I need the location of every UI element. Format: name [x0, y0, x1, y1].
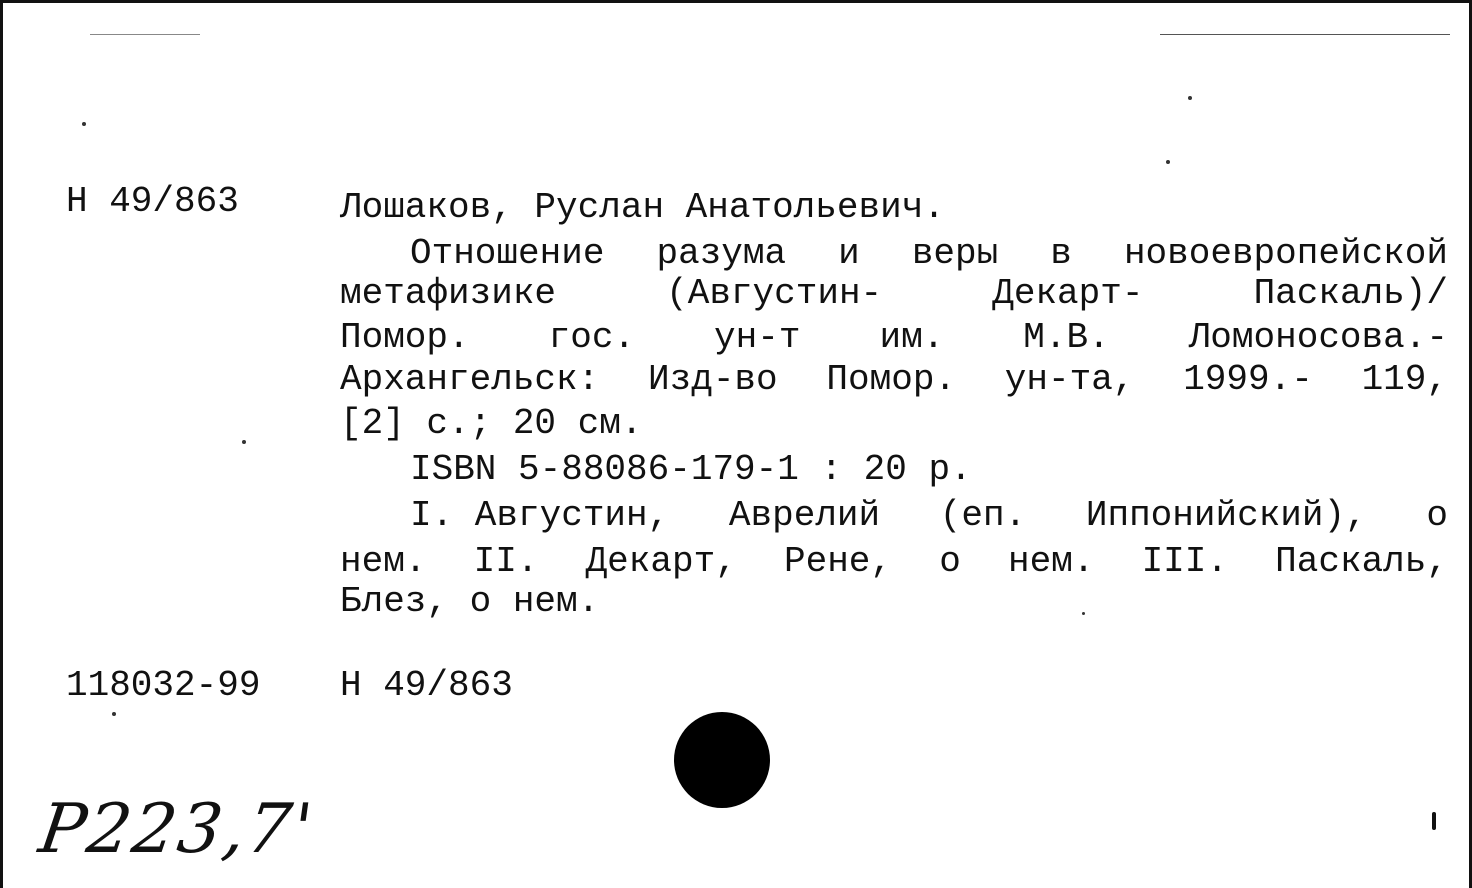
title-word: Декарт-: [992, 273, 1144, 314]
title-word: Отношение: [410, 233, 605, 274]
title-word: Помор.: [340, 317, 470, 358]
subject-word: I. Августин,: [410, 495, 670, 536]
scan-speck: [242, 440, 246, 444]
subject-word: нем.: [1007, 541, 1095, 582]
title-line-1: [340, 232, 1448, 276]
title-word: Архангельск:: [340, 359, 600, 400]
subject-word: III.: [1141, 541, 1228, 582]
isbn-line: ISBN 5-88086-179-1 : 20 р.: [410, 449, 972, 490]
shelf-mark: Н 49/863: [66, 181, 239, 222]
subjects-line-3: Блез, о нем.: [340, 581, 600, 622]
title-line-5: [2] с.; 20 см.: [340, 403, 643, 444]
title-word: (Августин-: [666, 273, 883, 314]
subject-word: о: [939, 541, 961, 582]
title-word: в: [1050, 233, 1072, 274]
title-line-4: [340, 358, 1448, 402]
tick-mark: [1432, 812, 1436, 830]
title-word: ун-та,: [1004, 359, 1135, 400]
title-word: Паскаль)/: [1253, 273, 1448, 314]
title-word: 1999.-: [1183, 359, 1313, 400]
title-word: Ломоносова.-: [1188, 317, 1448, 358]
scan-speck: [1188, 96, 1192, 100]
subject-word: Рене,: [783, 541, 893, 582]
author-heading: Лошаков, Руслан Анатольевич.: [340, 187, 945, 228]
scan-streak: [90, 34, 200, 35]
title-word: веры: [911, 233, 999, 274]
subject-word: нем.: [340, 541, 427, 582]
subject-word: (еп.: [939, 495, 1027, 536]
subject-word: о: [1426, 495, 1448, 536]
handwritten-note: P223,7': [34, 790, 319, 869]
title-word: ун-т: [714, 317, 801, 358]
shelf-mark-repeat: Н 49/863: [340, 665, 513, 706]
accession-number: 118032-99: [66, 665, 261, 706]
title-word: и: [838, 233, 860, 274]
scan-speck: [112, 712, 116, 716]
title-word: 119,: [1361, 359, 1448, 400]
title-word: новоевропейской: [1123, 233, 1448, 274]
subject-word: Декарт,: [585, 541, 737, 582]
subject-word: II.: [473, 541, 539, 582]
punch-hole: [674, 712, 770, 808]
title-word: гос.: [548, 317, 636, 358]
scan-speck: [1082, 612, 1085, 615]
title-word: метафизике: [340, 273, 557, 314]
title-word: им.: [879, 317, 945, 358]
title-word: разума: [656, 233, 787, 274]
subjects-line-1: [340, 494, 1448, 538]
title-word: М.В.: [1023, 317, 1110, 358]
subject-word: Иппонийский),: [1085, 495, 1367, 536]
scan-streak: [1160, 34, 1450, 35]
title-word: Изд-во: [648, 359, 778, 400]
scan-speck: [82, 122, 86, 126]
title-word: Помор.: [826, 359, 957, 400]
scan-speck: [1166, 160, 1170, 164]
subject-word: Аврелий: [728, 495, 881, 536]
subjects-line-2: [340, 540, 1448, 584]
card-border-top: [0, 0, 1472, 3]
title-line-2: [340, 272, 1448, 316]
title-line-3: [340, 316, 1448, 360]
card-border-left: [0, 0, 3, 888]
subject-word: Паскаль,: [1275, 541, 1448, 582]
